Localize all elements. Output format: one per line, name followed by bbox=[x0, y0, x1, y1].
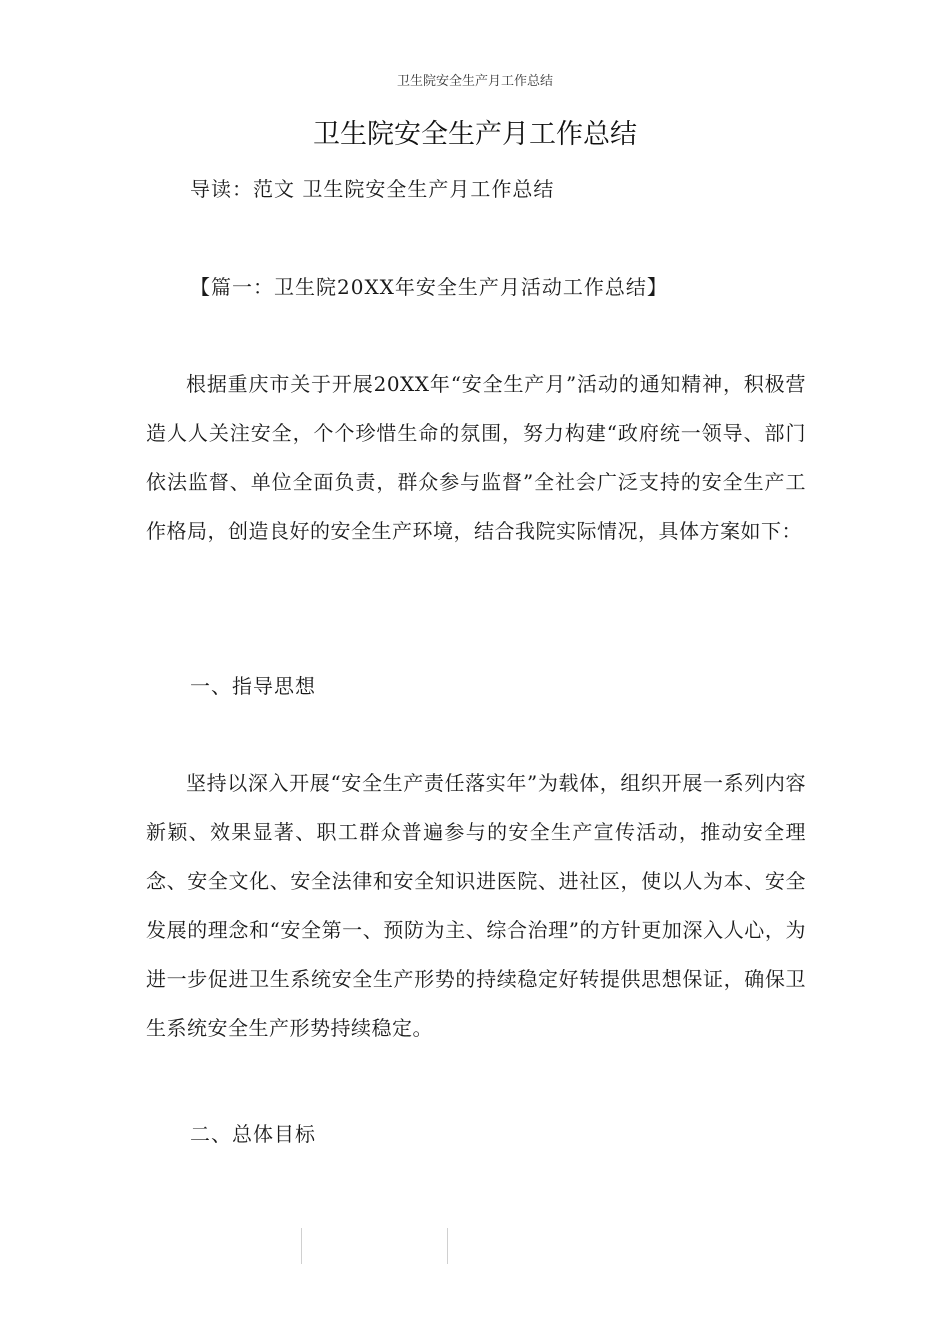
page-mark-left bbox=[301, 1228, 302, 1264]
page-mark-right bbox=[447, 1228, 448, 1264]
paragraph-guiding-ideology: 坚持以深入开展“安全生产责任落实年”为载体，组织开展一系列内容新颖、效果显著、职工群众普遍参与的安全生产宣传活动，推动安全理念、安全文化、安全法律和安全知识进医院、进社区，使以人为本、安全发展的理念和“安全第一、预防为主、综合治理”的方针更加深入人心，为进一步促进卫生系统安全生产形势的持续稳定好转提供思想保证，确保卫生系统安全生产形势持续稳定。 bbox=[146, 771, 806, 1040]
running-header: 卫生院安全生产月工作总结 bbox=[396, 74, 553, 89]
heading-overall-goal: 二、总体目标 bbox=[190, 1122, 316, 1146]
section-title: 【篇一：卫生院20XX年安全生产月活动工作总结】 bbox=[190, 275, 668, 299]
guide-line: 导读：范文 卫生院安全生产月工作总结 bbox=[190, 177, 555, 201]
document-title: 卫生院安全生产月工作总结 bbox=[313, 119, 637, 150]
heading-guiding-ideology: 一、指导思想 bbox=[190, 674, 316, 698]
paragraph-intro: 根据重庆市关于开展20XX年“安全生产月”活动的通知精神，积极营造人人关注安全，个个珍惜生命的氛围，努力构建“政府统一领导、部门依法监督、单位全面负责，群众参与监督”全社会广泛支持的安全生产工作格局，创造良好的安全生产环境，结合我院实际情况，具体方案如下： bbox=[146, 372, 806, 543]
